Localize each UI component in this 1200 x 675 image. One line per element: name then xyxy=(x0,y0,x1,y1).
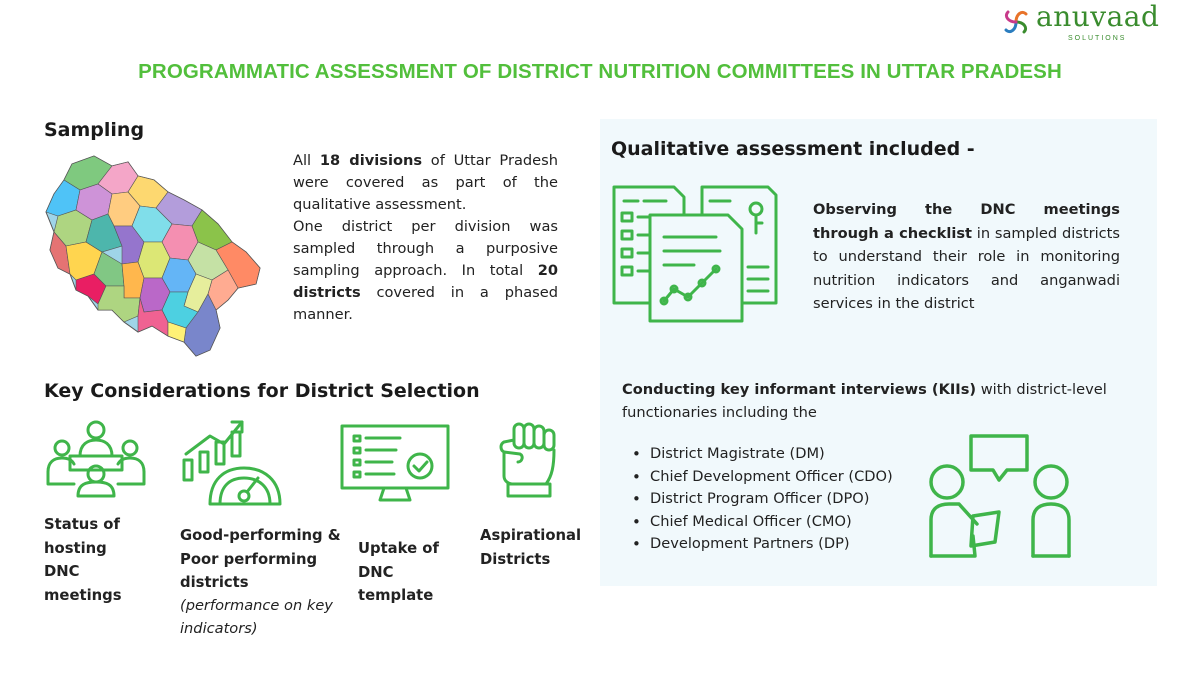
consider-label-dnc-meetings: Status of hosting DNC meetings xyxy=(44,516,122,604)
meeting-icon xyxy=(44,418,148,498)
sampling-heading: Sampling xyxy=(44,119,145,141)
kii-functionaries-list xyxy=(632,443,893,556)
logo-wordmark: anuvaad xyxy=(1036,0,1160,33)
consider-label-aspirational: Aspirational Districts xyxy=(480,527,582,568)
uttar-pradesh-district-map xyxy=(32,150,270,362)
list-item: • District Program Officer (DPO) xyxy=(632,488,893,511)
logo-swirl-icon xyxy=(1000,6,1032,38)
consider-label-template: Uptake of DNC template xyxy=(358,540,439,604)
key-considerations-heading: Key Considerations for District Selection xyxy=(44,380,480,402)
list-item: • Chief Medical Officer (CMO) xyxy=(632,511,893,534)
template-monitor-icon xyxy=(340,424,450,502)
performance-gauge-icon xyxy=(180,418,288,506)
consider-label-performance: Good-performing & Poor performing districts xyxy=(180,527,341,591)
list-item: • Chief Development Officer (CDO) xyxy=(632,466,893,489)
brand-logo xyxy=(998,2,1173,46)
qualitative-heading: Qualitative assessment included - xyxy=(611,138,975,160)
interview-people-icon xyxy=(925,432,1075,562)
page-title: PROGRAMMATIC ASSESSMENT OF DISTRICT NUTRITION COMMITTEES IN UTTAR PRADESH xyxy=(138,60,1062,83)
documents-checklist-icon xyxy=(610,183,780,323)
consider-sublabel-performance: (performance on key indicators) xyxy=(180,597,333,637)
fist-icon xyxy=(492,420,560,498)
observe-meetings-text: Observing the DNC meetings through a checklist in sampled districts to understand their role in monitoring nutrition indicators and anganwadi services in the district xyxy=(813,201,1120,312)
districts-count: 20 districts xyxy=(293,262,558,301)
list-item: • Development Partners (DP) xyxy=(632,533,893,556)
logo-tagline: SOLUTIONS xyxy=(1068,35,1127,42)
sampling-description: All 18 divisions of Uttar Pradesh were covered as part of the qualitative assessment. One district per division was sampled through a purposive sampling approach. In total 20 districts covered in a phased manner. xyxy=(293,152,558,323)
divisions-count: 18 divisions xyxy=(319,152,423,169)
kii-intro-text: Conducting key informant interviews (KIIs) with district-level functionaries including the xyxy=(622,381,1107,421)
list-item: • District Magistrate (DM) xyxy=(632,443,893,466)
